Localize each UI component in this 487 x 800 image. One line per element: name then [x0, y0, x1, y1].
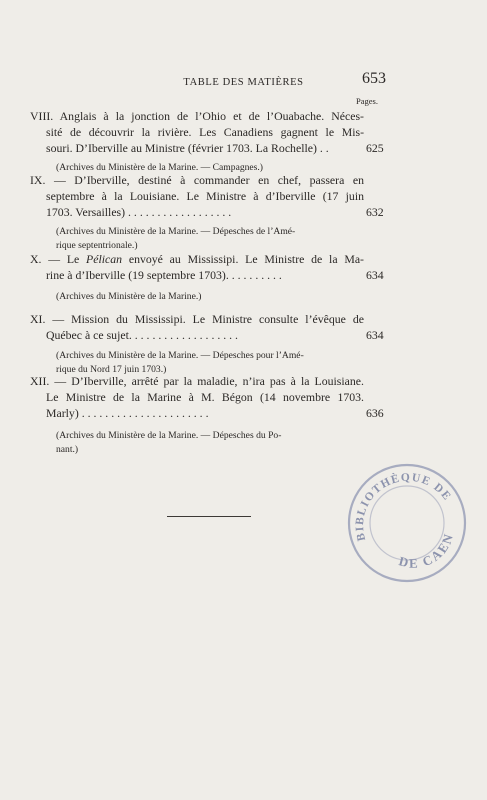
stamp-text-bottom: DE CAEN [397, 530, 457, 571]
entry-line: Québec à ce sujet. . . . . . . . . . . . . . . . . . . 634 [46, 328, 384, 342]
entry-page-number: 632 [366, 205, 384, 219]
entry-line: Marly) . . . . . . . . . . . . . . . . . . . . . . 636 [46, 406, 384, 420]
entry-line: X. — Le Pélican envoyé au Mississipi. Le Ministre de la Ma- [30, 252, 364, 266]
archive-note: (Archives du Ministère de la Marine.) [56, 291, 202, 302]
entry-page-number: 634 [366, 328, 384, 342]
archive-note: (Archives du Ministère de la Marine. — Campagnes.) [56, 162, 264, 173]
entry-line: septembre à la Louisiane. Le Ministre à d’Iberville (17 juin [46, 189, 364, 203]
entry-page-number: 625 [366, 141, 384, 155]
toc-entry-x [30, 251, 384, 304]
entry-line: Le Ministre de la Marine à M. Bégon (14 novembre 1703. [46, 390, 364, 404]
archive-note: nant.) [56, 444, 79, 455]
entry-line: VIII. Anglais à la jonction de l’Ohio et de l’Ouabache. Néces- [30, 109, 364, 123]
entry-line: IX. — D’Iberville, destiné à commander en chef, passera en [30, 173, 364, 187]
entry-page-number: 636 [366, 406, 384, 420]
stamp-text-top: BIBLIOTHÈQUE DE [353, 471, 454, 543]
ship-name-pelican: Pélican [86, 252, 123, 266]
running-header-title: TABLE DES MATIÈRES [183, 77, 304, 88]
entry-line: rine à d’Iberville (19 septembre 1703). . . . . . . . . . 634 [46, 268, 384, 282]
archive-note: rique du Nord 17 juin 1703.) [56, 364, 167, 375]
svg-text:DE CAEN [391, 526, 464, 579]
archive-note: (Archives du Ministère de la Marine. — Dépesches du Po- [56, 430, 282, 441]
entry-line: sité de découvrir la rivière. Les Canadiens gagnent le Mis- [46, 125, 364, 139]
library-stamp-seal [344, 460, 470, 586]
archive-note: (Archives du Ministère de la Marine. — Dépesches pour l’Amé- [56, 350, 304, 361]
archive-note: rique septentrionale.) [56, 240, 138, 251]
pages-column-label: Pages. [356, 96, 378, 106]
entry-line: XII. — D’Iberville, arrêté par la maladie, n’ira pas à la Louisiane. [30, 374, 364, 388]
end-rule-divider [167, 516, 251, 517]
entry-line: XI. — Mission du Mississipi. Le Ministre consulte l’évêque de [30, 312, 364, 326]
svg-text:BIBLIOTHÈQUE DE L’UNIVERSITÉ [344, 460, 457, 549]
entry-page-number: 634 [366, 268, 384, 282]
toc-entry-xii [30, 373, 384, 457]
toc-entry-ix [30, 172, 384, 253]
toc-entry-xi [30, 311, 384, 377]
page-number: 653 [362, 70, 386, 87]
entry-line: 1703. Versailles) . . . . . . . . . . . . . . . . . . 632 [46, 205, 384, 219]
toc-entry-viii [30, 108, 384, 175]
entry-line: souri. D’Iberville au Ministre (février 1703. La Rochelle) . . 625 [46, 141, 384, 155]
archive-note: (Archives du Ministère de la Marine. — Dépesches de l’Amé- [56, 226, 296, 237]
